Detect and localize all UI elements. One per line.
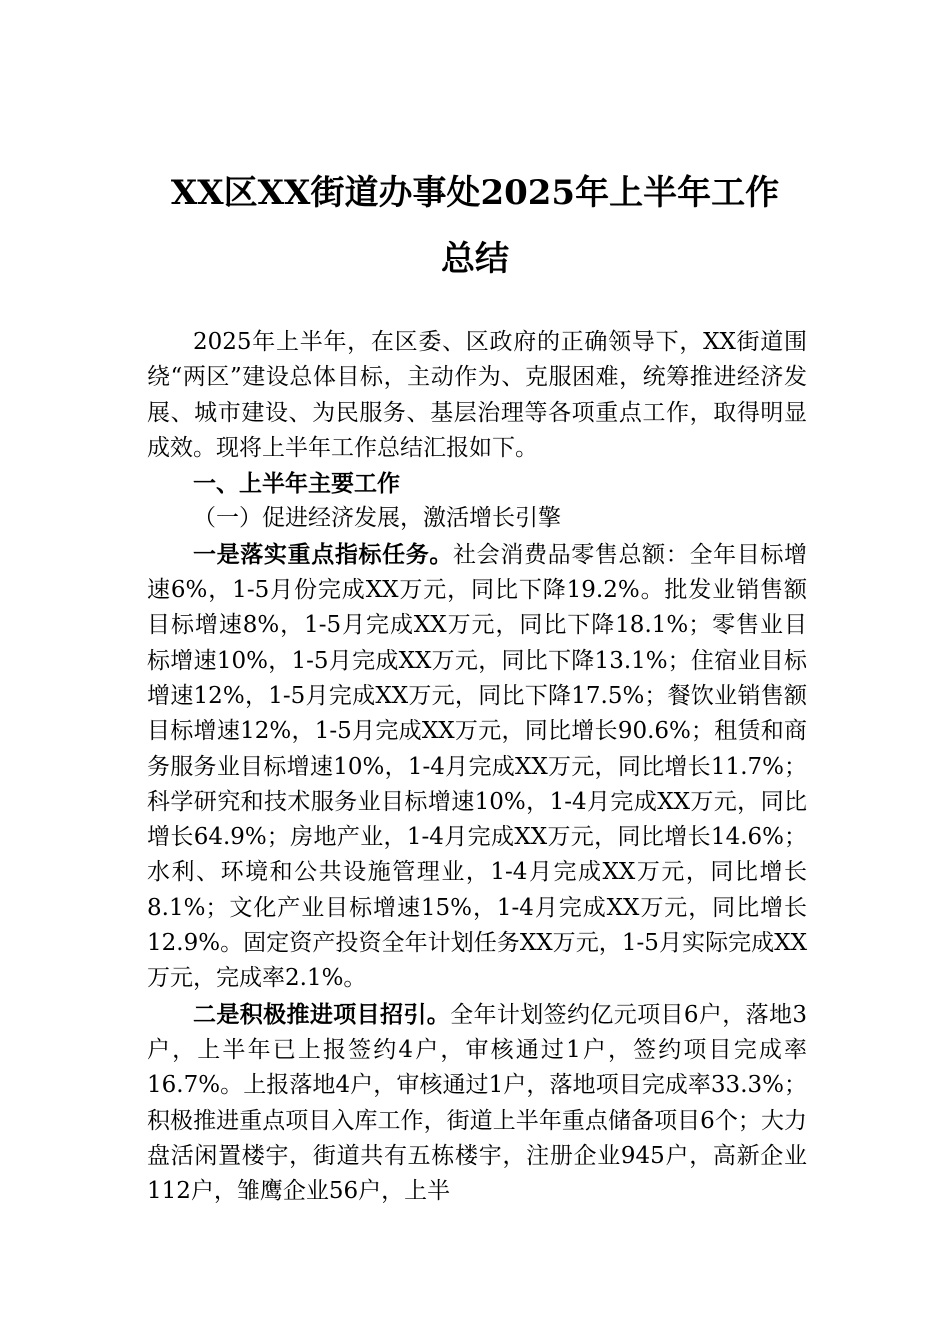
item-2-text: 全年计划签约亿元项目6户，落地3户，上半年已上报签约4户，审核通过1户，签约项目完成率16.7%。上报落地4户，审核通过1户，落地项目完成率33.3%；积极推进重点项目入库工作，街道上半年重点储备项目6个；大力盘活闲置楼宇，街道共有五栋楼宇，注册企业945户，高新企业112户，雏鹰企业56户，上半 [147, 1001, 807, 1205]
item-paragraph-2 [147, 997, 807, 1210]
intro-paragraph: 2025年上半年，在区委、区政府的正确领导下，XX街道围绕“两区”建设总体目标，主动作为、克服困难，统筹推进经济发展、城市建设、为民服务、基层治理等各项重点工作，取得明显成效。现将上半年工作总结汇报如下。 [147, 329, 807, 461]
item-paragraph-1 [147, 537, 807, 997]
item-2-lead: 二是积极推进项目招引。 [193, 1000, 451, 1028]
title-line-2: 总结 [441, 239, 509, 279]
title-line-1: XX区XX街道办事处2025年上半年工作 [170, 173, 780, 213]
document-title [130, 160, 820, 292]
item-1-text: 社会消费品零售总额：全年目标增速6%，1-5月份完成XX万元，同比下降19.2%。批发业销售额目标增速8%，1-5月完成XX万元，同比下降18.1%；零售业目标增速10%，1-5月完成XX万元，同比下降13.1%；住宿业目标增速12%，1-5月完成XX万元，同比下降17.5%；餐饮业销售额目标增速12%，1-5月完成XX万元，同比增长90.6%；租赁和商务服务业目标增速10%，1-4月完成XX万元，同比增长11.7%；科学研究和技术服务业目标增速10%，1-4月完成XX万元，同比增长64.9%；房地产业，1-4月完成XX万元，同比增长14.6%；水利、环境和公共设施管理业，1-4月完成XX万元，同比增长8.1%；文化产业目标增速15%，1-4月完成XX万元，同比增长12.9%。固定资产投资全年计划任务XX万元，1-5月实际完成XX万元，完成率2.1%。 [147, 541, 808, 992]
section-heading-1: 一、上半年主要工作 [193, 470, 400, 498]
subsection-heading-1: （一）促进经济发展，激活增长引擎 [193, 505, 561, 532]
item-1-lead: 一是落实重点指标任务。 [193, 540, 454, 568]
document-body [147, 325, 807, 1209]
